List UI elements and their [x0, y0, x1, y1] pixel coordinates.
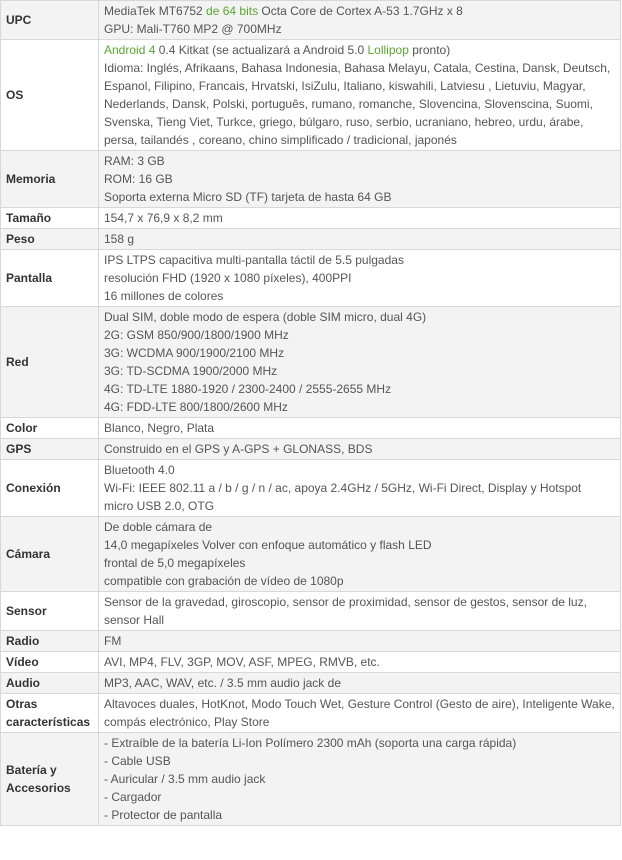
spec-text: - Auricular / 3.5 mm audio jack [104, 772, 266, 786]
spec-text: Wi-Fi: IEEE 802.11 a / b / g / n / ac, apoya 2.4GHz / 5GHz, Wi-Fi Direct, Display y Hotspot [104, 481, 582, 495]
spec-value-line [104, 59, 616, 149]
spec-row [1, 418, 621, 439]
spec-value [99, 517, 621, 592]
spec-value [99, 694, 621, 733]
spec-label: OS [1, 40, 99, 151]
spec-value-line [104, 251, 616, 269]
spec-row [1, 307, 621, 418]
spec-label: GPS [1, 439, 99, 460]
spec-text: 158 g [104, 232, 135, 246]
spec-text: MP3, AAC, WAV, etc. / 3.5 mm audio jack de [104, 676, 341, 690]
spec-value-line [104, 653, 616, 671]
spec-label: Cámara [1, 517, 99, 592]
spec-value [99, 631, 621, 652]
spec-value [99, 460, 621, 517]
spec-value-line [104, 188, 616, 206]
spec-value-line [104, 344, 616, 362]
spec-text: resolución FHD (1920 x 1080 píxeles), 400PPI [104, 271, 352, 285]
spec-text: Blanco, Negro, Plata [104, 421, 215, 435]
spec-link[interactable]: Lollipop [367, 43, 409, 57]
spec-text: pronto) [408, 43, 451, 57]
spec-text: ROM: 16 GB [104, 172, 173, 186]
spec-value-line [104, 632, 616, 650]
spec-text: 154,7 x 76,9 x 8,2 mm [104, 211, 223, 225]
spec-text: Bluetooth 4.0 [104, 463, 175, 477]
spec-value-line [104, 440, 616, 458]
spec-row [1, 592, 621, 631]
spec-text: Dual SIM, doble modo de espera (doble SIM micro, dual 4G) [104, 310, 427, 324]
spec-label: Conexión [1, 460, 99, 517]
spec-label: Radio [1, 631, 99, 652]
spec-value [99, 229, 621, 250]
spec-value-line [104, 518, 616, 536]
spec-row [1, 229, 621, 250]
spec-label: Memoria [1, 151, 99, 208]
spec-text: - Cable USB [104, 754, 171, 768]
spec-value-line [104, 380, 616, 398]
spec-value-line [104, 536, 616, 554]
spec-text: frontal de 5,0 megapíxeles [104, 556, 246, 570]
spec-value-line [104, 752, 616, 770]
spec-text: AVI, MP4, FLV, 3GP, MOV, ASF, MPEG, RMVB, etc. [104, 655, 380, 669]
spec-text: Octa Core de Cortex A-53 1.7GHz x 8 [258, 4, 463, 18]
spec-value-line [104, 806, 616, 824]
spec-value [99, 1, 621, 40]
spec-link[interactable]: Android 4 [104, 43, 156, 57]
spec-row [1, 652, 621, 673]
spec-value-line [104, 287, 616, 305]
spec-value-line [104, 362, 616, 380]
spec-text: Idioma: Inglés, Afrikaans, Bahasa Indonesia, Bahasa Melayu, Catala, Cestina, Dansk, Deutsch, Espanol, Filipino, Francais, Hrvatski, IsiZulu, Italiano, kiswahili, Latviesu , Lietuviu, Magyar, Nederlands, Dansk, Polski, português, rumano, romanche, Slovencina, Slovenscina, Suomi, Svenska, Tieng Viet, Turkce, griego, búlgaro, ruso, serbio, ucraniano, hebreo, urdu, árabe, persa, tailandés , coreano, chino simplificado / tradicional, japonés [104, 61, 611, 147]
spec-value-line [104, 497, 616, 515]
spec-text: Soporta externa Micro SD (TF) tarjeta de hasta 64 GB [104, 190, 392, 204]
spec-text: GPU: Mali-T760 MP2 @ 700MHz [104, 22, 282, 36]
spec-value-line [104, 479, 616, 497]
spec-value [99, 439, 621, 460]
spec-value-line [104, 419, 616, 437]
spec-row [1, 439, 621, 460]
spec-value-line [104, 593, 616, 629]
spec-text: Altavoces duales, HotKnot, Modo Touch Wet, Gesture Control (Gesto de aire), Inteligente Wake, compás electrónico, Play Store [104, 697, 615, 729]
spec-text: 0.4 Kitkat (se actualizará a Android 5.0 [155, 43, 368, 57]
spec-text: 3G: TD-SCDMA 1900/2000 MHz [104, 364, 278, 378]
spec-row [1, 151, 621, 208]
spec-label: Sensor [1, 592, 99, 631]
spec-label: Color [1, 418, 99, 439]
spec-label: Pantalla [1, 250, 99, 307]
spec-row [1, 250, 621, 307]
spec-text: RAM: 3 GB [104, 154, 165, 168]
spec-value-line [104, 269, 616, 287]
spec-label: Peso [1, 229, 99, 250]
spec-row [1, 460, 621, 517]
spec-value [99, 307, 621, 418]
spec-label: Batería y Accesorios [1, 733, 99, 826]
spec-text: 4G: TD-LTE 1880-1920 / 2300-2400 / 2555-2655 MHz [104, 382, 392, 396]
spec-value [99, 733, 621, 826]
spec-value [99, 151, 621, 208]
spec-text: IPS LTPS capacitiva multi-pantalla táctil de 5.5 pulgadas [104, 253, 404, 267]
spec-text: - Protector de pantalla [104, 808, 223, 822]
spec-value [99, 592, 621, 631]
spec-row [1, 733, 621, 826]
spec-value [99, 250, 621, 307]
spec-row [1, 673, 621, 694]
spec-value-line [104, 770, 616, 788]
spec-value-line [104, 572, 616, 590]
spec-row [1, 1, 621, 40]
spec-value [99, 652, 621, 673]
spec-text: 3G: WCDMA 900/1900/2100 MHz [104, 346, 285, 360]
spec-label: UPC [1, 1, 99, 40]
spec-text: - Extraíble de la batería Li-Ion Polímero 2300 mAh (soporta una carga rápida) [104, 736, 517, 750]
spec-value-line [104, 41, 616, 59]
spec-value-line [104, 326, 616, 344]
spec-value [99, 40, 621, 151]
spec-value [99, 208, 621, 229]
spec-value-line [104, 461, 616, 479]
spec-text: 14,0 megapíxeles Volver con enfoque automático y flash LED [104, 538, 432, 552]
spec-value-line [104, 170, 616, 188]
spec-row [1, 208, 621, 229]
spec-text: FM [104, 634, 122, 648]
spec-value-line [104, 734, 616, 752]
spec-value-line [104, 152, 616, 170]
spec-text: MediaTek MT6752 [104, 4, 207, 18]
spec-value-line [104, 20, 616, 38]
spec-text: - Cargador [104, 790, 162, 804]
spec-text: 4G: FDD-LTE 800/1800/2600 MHz [104, 400, 288, 414]
spec-text: De doble cámara de [104, 520, 213, 534]
spec-text: Sensor de la gravedad, giroscopio, sensor de proximidad, sensor de gestos, sensor de luz, sensor Hall [104, 595, 587, 627]
spec-value-line [104, 2, 616, 20]
spec-value-line [104, 554, 616, 572]
spec-text: Construido en el GPS y A-GPS + GLONASS, BDS [104, 442, 373, 456]
spec-row [1, 517, 621, 592]
spec-label: Red [1, 307, 99, 418]
spec-label: Vídeo [1, 652, 99, 673]
spec-row [1, 631, 621, 652]
spec-value-line [104, 788, 616, 806]
spec-row [1, 694, 621, 733]
spec-link[interactable]: de 64 bits [206, 4, 259, 18]
spec-label: Audio [1, 673, 99, 694]
spec-value [99, 673, 621, 694]
spec-value-line [104, 695, 616, 731]
spec-value-line [104, 209, 616, 227]
spec-value [99, 418, 621, 439]
spec-label: Otras características [1, 694, 99, 733]
spec-table-body [1, 1, 621, 826]
spec-row [1, 40, 621, 151]
spec-text: micro USB 2.0, OTG [104, 499, 215, 513]
spec-text: compatible con grabación de vídeo de 1080p [104, 574, 344, 588]
spec-value-line [104, 398, 616, 416]
spec-value-line [104, 308, 616, 326]
spec-text: 16 millones de colores [104, 289, 224, 303]
spec-text: 2G: GSM 850/900/1800/1900 MHz [104, 328, 289, 342]
spec-value-line [104, 674, 616, 692]
spec-label: Tamaño [1, 208, 99, 229]
spec-value-line [104, 230, 616, 248]
